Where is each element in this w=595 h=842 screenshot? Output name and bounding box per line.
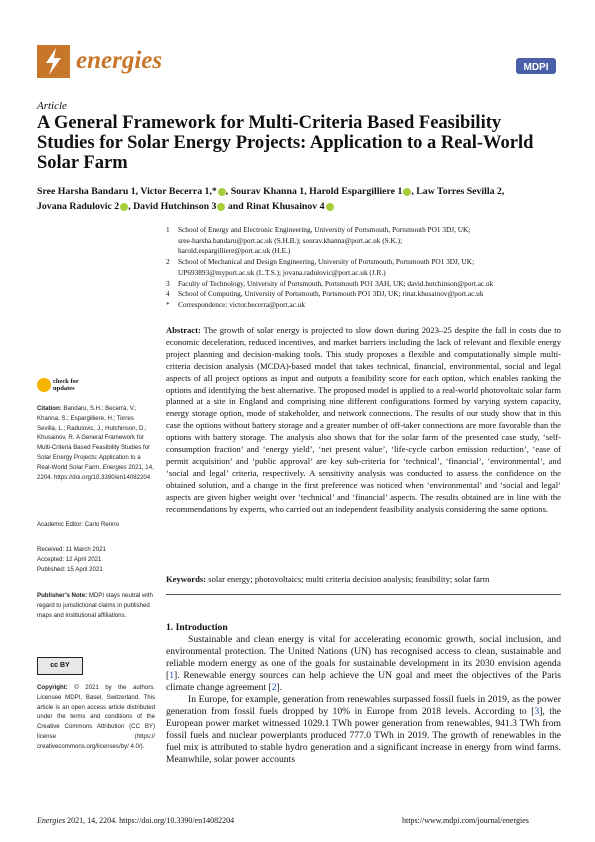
- affiliations: [166, 225, 561, 311]
- orcid-icon[interactable]: [120, 203, 128, 211]
- reference-link[interactable]: 1: [169, 670, 174, 681]
- dates: Received: 11 March 2021 Accepted: 12 April 2021 Published: 15 April 2021: [37, 546, 106, 573]
- paragraph-1: Sustainable and clean energy is vital for accelerating economic growth, social inclusion, and environmental protection. The United Nations (UN) has recognised access to clean, sustainable and reliable modern energy as one of the goals for sustainable development in its 2030 envision agenda [1]. Renewable energy sources can help achieve the UN goal and meet the objectives of the Paris climate change agreement [2].: [166, 634, 561, 693]
- footer-url[interactable]: https://www.mdpi.com/journal/energies: [402, 816, 529, 825]
- authors-line-1: Sree Harsha Bandaru 1, Victor Becerra 1,* , Sourav Khanna 1, Harold Espargilliere 1 , Law Torres Sevilla 2,: [37, 186, 505, 197]
- article-type: Article: [37, 100, 67, 112]
- orcid-icon[interactable]: [326, 203, 334, 211]
- authors: [37, 184, 557, 214]
- academic-editor: Academic Editor: Carlo Renno: [37, 521, 119, 528]
- paper-title: A General Framework for Multi-Criteria Based Feasibility Studies for Solar Energy Projects: Application to a Real-World Solar Farm: [37, 113, 534, 173]
- journal-name: energies: [76, 47, 163, 74]
- publisher-note: Publisher’s Note: MDPI stays neutral with regard to jurisdictional claims in published maps and institutional affiliations.: [37, 592, 153, 619]
- abstract-label: Abstract:: [166, 325, 201, 335]
- affiliation-1: 1 School of Energy and Electronic Engineering, University of Portsmouth, Portsmouth PO1 3DJ, UK; sree-harsha.bandaru@port.ac.uk (S.H.B.); sourav.khanna@port.ac.uk (S.K.); harold.espargilliere@port.ac.uk (H.E.): [166, 225, 471, 256]
- correspondence: * Correspondence: victor.becerra@port.ac.uk: [166, 299, 306, 309]
- author: Harold Espargilliere 1: [309, 186, 403, 197]
- affiliation-2: 2 School of Mechanical and Design Engineering, University of Portsmouth, Portsmouth PO1 3DJ, UK; UP693893@myport.ac.uk (L.T.S.); jovana.radulovic@port.ac.uk (J.R.): [166, 257, 475, 277]
- mdpi-logo-icon: [516, 55, 556, 77]
- footer-citation: Energies 2021, 14, 2204. https://doi.org/10.3390/en14082204: [37, 816, 235, 825]
- abstract-text: The growth of solar energy is projected to slow down during 2023–25 despite the fall in costs due to economic deceleration, reduced incentives, and market barriers including the lack of relevant and flexible energy project planning and decision-making tools. This study proposes a flexible and computationally simple multi-criteria decision analysis (MCDA)-based model that takes technical, financial, environmental, social and legal aspects of all project options as input and outputs a feasibility score for each option, which enables ranking the options and identifying the best alternative. The proposed model is applied to a real-world photovoltaic solar farm planned at a site in England and comprising nine different configurations formed by varying system capacity, energy storage option, mode of stakeholder, and network connections. The results of our study show that in this case the options without battery storage and a greater number of off-taker connections are more favorable than the options with battery storage. The analysis also shows that for the solar farm of the presented case study, ‘self-consumption fraction’ and ‘energy yield’, ‘net present value’, ‘life-cycle carbon emission reduction’, ‘ease of permit acquisition’ and ‘public approval’ are key sub-criteria for ‘technical’, ‘financial’, ‘environmental’, and ‘social and legal’ criteria, respectively. A sensitivity analysis was conducted to assess the confidence on the obtained solution, and a change in the first preference was noticed when ‘environmental’ and ‘social and legal’ aspects are given higher weight over ‘technical’ and ‘financial’ aspects. The results obtained are in line with the recommendations by experts, who carried out an independent feasibility analysis considering the same options.: [166, 325, 561, 514]
- authors-line-2: Jovana Radulovic 2 , David Hutchinson 3 and Rinat Khusainov 4: [37, 199, 557, 214]
- reference-link[interactable]: 2: [271, 682, 277, 693]
- author: Sree Harsha Bandaru 1,: [37, 186, 139, 197]
- abstract: [166, 325, 561, 516]
- cc-by-license-icon[interactable]: cc BY: [37, 657, 83, 675]
- mdpi-logo-text: MDPI: [523, 62, 549, 73]
- journal-logo-icon: [37, 45, 70, 78]
- section-heading: 1. Introduction: [166, 622, 228, 633]
- reference-link[interactable]: 3: [534, 706, 540, 717]
- keywords-label: Keywords:: [166, 574, 207, 584]
- author: and Rinat Khusainov 4: [227, 201, 325, 212]
- orcid-icon[interactable]: [218, 188, 226, 196]
- paragraph-2: In Europe, for example, generation from renewables surpassed fossil fuels in 2019, as the power generation from fossil fuels dropped by 10% in Europe from 2018 levels. According to [3], the European power market witnessed 1029.1 TWh power generation from renewables, 941.3 TWh from fossil fuels and nuclear powerplants produced 777.0 TWh in 2019. The growth of renewables in the fuel mix is attributed to stable hydro generation and a significant increase in energy from wind farms. Meanwhile, solar power accounts: [166, 694, 562, 765]
- citation: Citation: Bandaru, S.H.; Becerra, V.; Khanna, S.; Espargilliere, H.; Torres Sevilla, L.; Radulovic, J.; Hutchinson, D.; Khusainov, R. A General Framework for Multi-Criteria Based Feasibility Studies for Solar Energy Projects: Application to a Real-World Solar Farm. Energies 2021, 14, 2204. https://doi.org/10.3390/en14082204: [37, 405, 154, 481]
- keywords-text: solar energy; photovoltaics; multi criteria decision analysis; feasibility; solar farm: [208, 574, 490, 584]
- orcid-icon[interactable]: [217, 203, 225, 211]
- copyright: Copyright: © 2021 by the authors. Licensee MDPI, Basel, Switzerland. This article is an open access article distributed under the terms and conditions of the Creative Commons Attribution (CC BY) license (https:// creativecommons.org/licenses/by/ 4.0/).: [37, 684, 155, 750]
- divider: [166, 594, 561, 595]
- check-for-updates-button[interactable]: check for updates: [37, 376, 79, 394]
- author: Jovana Radulovic 2: [37, 201, 120, 212]
- affiliation-4: 4 School of Computing, University of Portsmouth, Portsmouth PO1 3DJ, UK; rinat.khusainov@port.ac.uk: [166, 289, 484, 299]
- keywords: [166, 574, 561, 586]
- affiliation-3: 3 Faculty of Technology, University of Portsmouth, Portsmouth PO1 3AH, UK; david.hutchinson@port.ac.uk: [166, 278, 494, 288]
- author: Victor Becerra 1,*: [140, 186, 217, 197]
- check-updates-icon: [37, 378, 51, 392]
- body-text: [166, 634, 561, 766]
